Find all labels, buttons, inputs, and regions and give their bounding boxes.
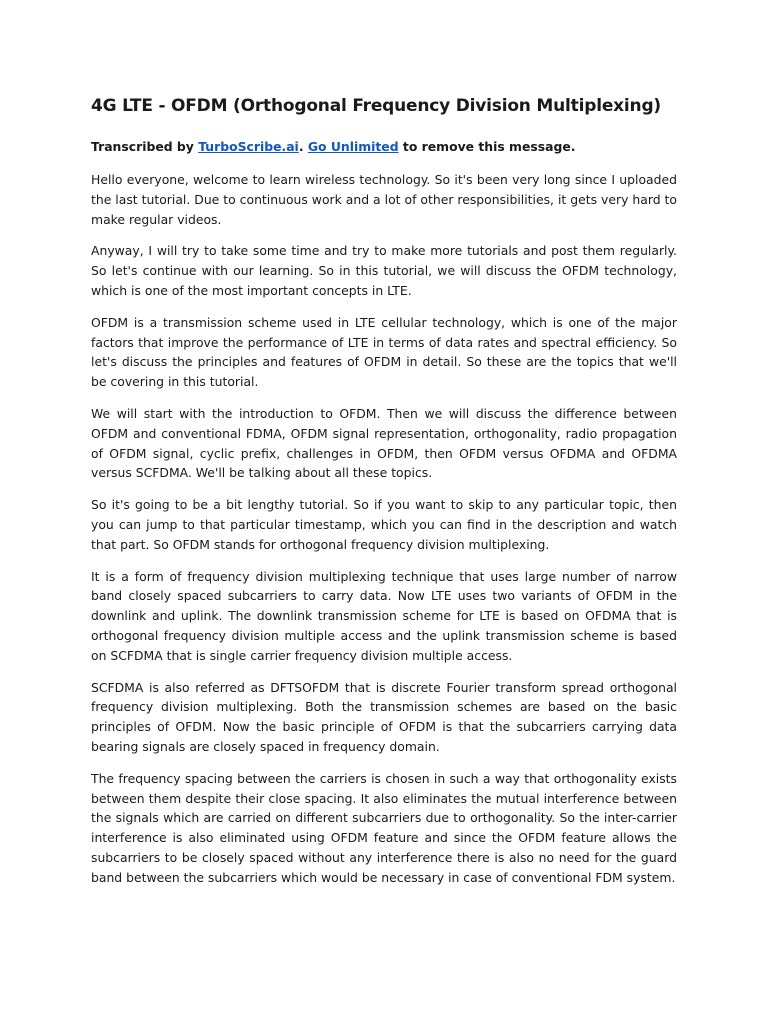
paragraph-1: Hello everyone, welcome to learn wireless technology. So it's been very long since I uploaded the last tutorial. Due to continuous work and a lot of other responsibilities, it gets very hard to make regular videos. <box>91 172 677 227</box>
banner-prefix: Transcribed by <box>91 139 199 154</box>
turboscribe-link[interactable]: TurboScribe.ai <box>198 139 299 154</box>
document-page <box>91 94 677 900</box>
banner-suffix: to remove this message. <box>398 139 576 154</box>
banner-separator: . <box>298 139 308 154</box>
paragraph-3: OFDM is a transmission scheme used in LTE cellular technology, which is one of the major factors that improve the performance of LTE in terms of data rates and spectral efficiency. So let's discuss the principles and features of OFDM in detail. So these are the topics that we'll be covering in this tutorial. <box>91 314 677 390</box>
paragraph-5: So it's going to be a bit lengthy tutorial. So if you want to skip to any particular topic, then you can jump to that particular timestamp, which you can find in the description and watch that part. So OFDM stands for orthogonal frequency division multiplexing. <box>91 497 677 552</box>
paragraph-7: SCFDMA is also referred as DFTSOFDM that is discrete Fourier transform spread orthogonal frequency division multiplexing. Both the transmission schemes are based on the basic principles of OFDM. Now the basic principle of OFDM is that the subcarriers carrying data bearing signals are closely spaced in frequency domain. <box>91 679 677 754</box>
document-title: 4G LTE - OFDM (Orthogonal Frequency Division Multiplexing) <box>91 96 661 116</box>
paragraph-4: We will start with the introduction to OFDM. Then we will discuss the difference between OFDM and conventional FDMA, OFDM signal representation, orthogonality, radio propagation of OFDM signal, cyclic prefix, challenges in OFDM, then OFDM versus OFDMA and OFDMA versus SCFDMA. We'll be talking about all these topics. <box>91 405 677 481</box>
transcription-banner <box>91 137 677 157</box>
go-unlimited-link[interactable]: Go Unlimited <box>307 139 399 154</box>
paragraph-2: Anyway, I will try to take some time and try to make more tutorials and post them regularly. So let's continue with our learning. So in this tutorial, we will discuss the OFDM technology, which is one of the most important concepts in LTE. <box>91 243 677 298</box>
paragraph-6: It is a form of frequency division multiplexing technique that uses large number of narrow band closely spaced subcarriers to carry data. Now LTE uses two variants of OFDM in the downlink and uplink. The downlink transmission scheme for LTE is based on OFDMA that is orthogonal frequency division multiple access and the uplink transmission scheme is based on SCFDMA that is single carrier frequency division multiple access. <box>91 568 677 663</box>
paragraph-8: The frequency spacing between the carriers is chosen in such a way that orthogonality exists between them despite their close spacing. It also eliminates the mutual interference between the signals which are carried on different subcarriers due to orthogonality. So the inter-carrier interference is also eliminated using OFDM feature and since the OFDM feature allows the subcarriers to be closely spaced without any interference there is also no need for the guard band between the subcarriers which would be necessary in case of conventional FDM system. <box>91 770 677 885</box>
